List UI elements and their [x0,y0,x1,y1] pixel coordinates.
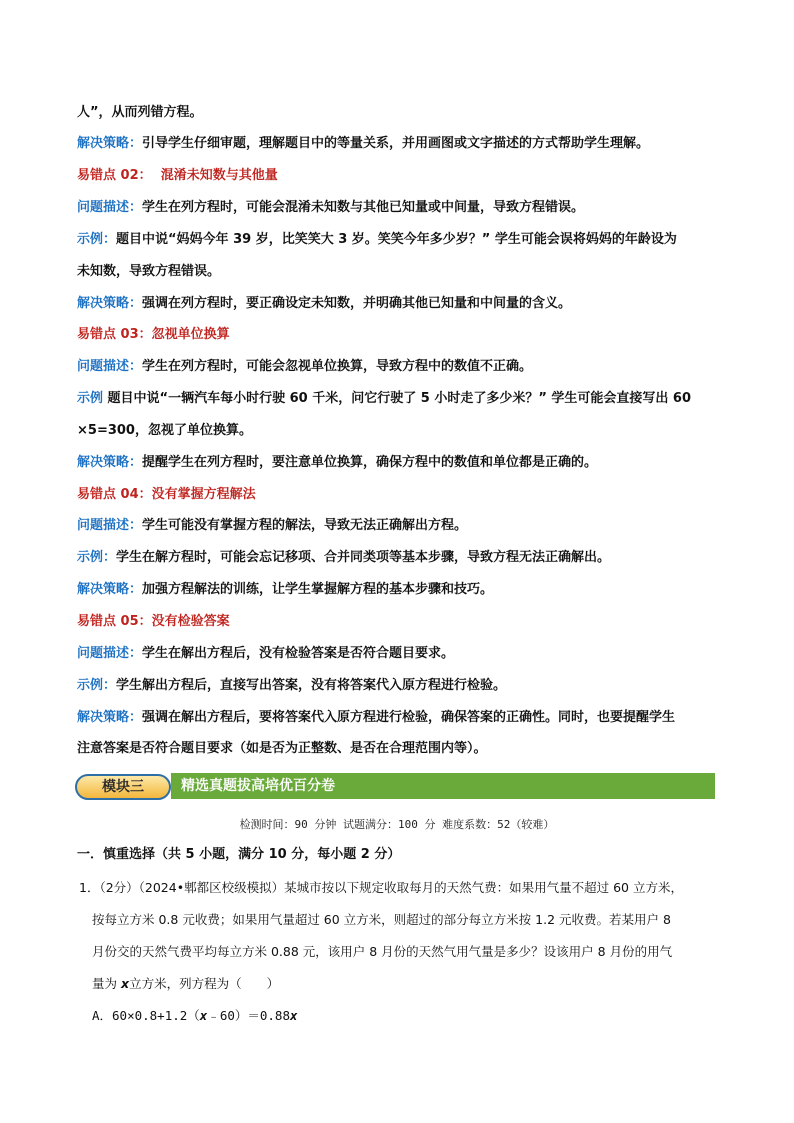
strategy-line [77,295,571,313]
example-label: 示例 [77,391,104,406]
problem-desc-text: 学生可能没有掌握方程的解法，导致无法正确解出方程。 [142,518,468,533]
error-point-heading [77,326,230,344]
question-text: 月份交的天然气费平均每立方米 0.88 元，该用户 8 月份的天然气用气量是多少？设该用户 8 月份的用气 [92,944,673,959]
example-line [77,677,506,695]
problem-desc-line [77,358,532,376]
option-a[interactable] [92,1007,298,1025]
problem-desc-line [77,517,467,535]
error-point-title: 忽视单位换算 [151,327,230,342]
strategy-label: 解决策略： [77,455,143,470]
module-title-bar: 精选真题拔高培优百分卷 [171,773,715,799]
variable: x [120,976,130,991]
question-text: 按每立方米 0.8 元收费；如果用气量超过 60 立方米，则超过的部分每立方米按 1.2 元收费。若某用户 8 [92,912,671,927]
strategy-line-cont [77,740,487,758]
problem-desc-label: 问题描述： [77,200,143,215]
strategy-line [77,581,493,599]
example-text: 题目中说“妈妈今年 39 岁，比笑笑大 3 岁。笑笑今年多少岁？” 学生可能会误将妈妈的年龄设为 [116,232,677,247]
text: 人”，从而列错方程。 [77,105,203,120]
question-line [79,879,683,897]
error-point-label: 易错点 03： [77,327,152,342]
example-line [77,231,677,249]
example-text: 学生在解方程时，可能会忘记移项、合并同类项等基本步骤，导致方程无法正确解出。 [116,550,611,565]
error-point-label: 易错点 02： [77,168,152,183]
problem-desc-label: 问题描述： [77,646,143,661]
example-text: 未知数，导致方程错误。 [77,264,221,279]
example-line [77,549,610,567]
error-point-label: 易错点 05： [77,614,152,629]
strategy-text: 引导学生仔细审题，理解题目中的等量关系，并用画图或文字描述的方式帮助学生理解。 [142,136,650,151]
question-text: 量为 [92,976,121,991]
example-text: ×5=300，忽视了单位换算。 [77,423,252,438]
example-label: 示例： [77,678,117,693]
section-heading: 一．慎重选择（共 5 小题，满分 10 分，每小题 2 分） [77,847,401,862]
strategy-text: 注意答案是否符合题目要求（如是否为正整数、是否在合理范围内等）。 [77,741,487,756]
problem-desc-text: 学生在解出方程后，没有检验答案是否符合题目要求。 [142,646,455,661]
problem-desc-label: 问题描述： [77,518,143,533]
variable: x [199,1008,208,1023]
example-line [77,390,691,408]
module-header [75,773,715,799]
example-label: 示例： [77,550,117,565]
strategy-line [77,454,597,472]
error-point-heading [77,486,256,504]
problem-desc-line [77,645,454,663]
strategy-text: 提醒学生在列方程时，要注意单位换算，确保方程中的数值和单位都是正确的。 [142,455,598,470]
question-text: 立方米，列方程为（ ） [129,976,280,991]
example-text: 学生解出方程后，直接写出答案，没有将答案代入原方程进行检验。 [116,678,507,693]
variable: x [289,1008,298,1023]
problem-desc-label: 问题描述： [77,359,143,374]
strategy-label: 解决策略： [77,296,143,311]
question-line [92,975,279,993]
error-point-title: 没有掌握方程解法 [151,487,256,502]
strategy-label: 解决策略： [77,710,143,725]
strategy-label: 解决策略： [77,136,143,151]
question-line [92,911,671,929]
problem-desc-text: 学生在列方程时，可能会混淆未知数与其他已知量或中间量，导致方程错误。 [142,200,585,215]
example-label: 示例： [77,232,117,247]
option-text: ﹣60）＝0.88 [207,1008,290,1023]
error-point-heading [77,613,230,631]
example-line-cont [77,422,252,440]
example-line-cont [77,263,220,281]
error-point-heading [77,167,278,185]
error-point-title: 没有检验答案 [151,614,230,629]
strategy-label: 解决策略： [77,582,143,597]
strategy-text: 强调在列方程时，要正确设定未知数，并明确其他已知量和中间量的含义。 [142,296,572,311]
example-text: 题目中说“一辆汽车每小时行驶 60 千米，问它行驶了 5 小时走了多少米？” 学生可能会直接写出 60 [107,391,692,406]
text-line [77,104,203,122]
strategy-line [77,135,649,153]
error-point-title: 混淆未知数与其他量 [160,168,278,183]
problem-desc-text: 学生在列方程时，可能会忽视单位换算，导致方程中的数值不正确。 [142,359,533,374]
question-text: 1．（2分）（2024•郫都区校级模拟）某城市按以下规定收取每月的天然气费：如果用气量不超过 60 立方米， [79,880,683,895]
error-point-label: 易错点 04： [77,487,152,502]
strategy-line [77,709,675,727]
strategy-text: 加强方程解法的训练，让学生掌握解方程的基本步骤和技巧。 [142,582,494,597]
problem-desc-line [77,199,584,217]
module-pill: 模块三 [75,774,171,800]
strategy-text: 强调在解出方程后，要将答案代入原方程进行检验，确保答案的正确性。同时，也要提醒学生 [142,710,676,725]
test-meta-info: 检测时间：90 分钟 试题满分：100 分 难度系数：52（较难） [239,818,555,831]
question-line [92,943,672,961]
option-text: A．60×0.8+1.2（ [92,1008,200,1023]
